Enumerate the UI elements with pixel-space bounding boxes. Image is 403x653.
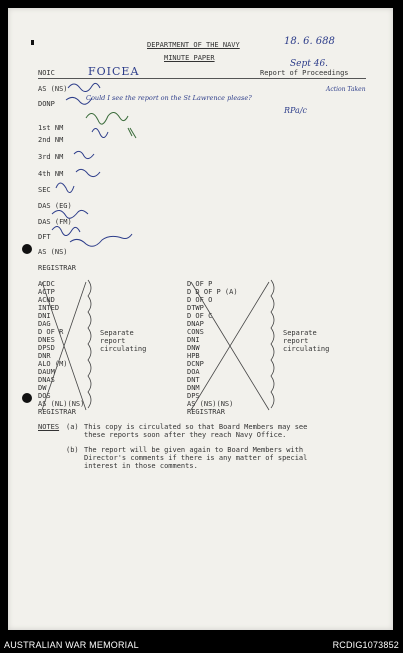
routing-item: DONP <box>38 100 55 108</box>
separate-label: circulating <box>283 345 330 353</box>
handwritten-note: Could I see the report on the St Lawrence please? <box>86 94 252 102</box>
list-item: D OF O <box>187 296 213 304</box>
list-item: DPSD <box>38 344 55 352</box>
list-item: D OF C <box>187 312 213 320</box>
note-a-line: these reports soon after they reach Navy Office. <box>84 431 287 439</box>
initial-scribble-as2 <box>70 234 132 246</box>
initial-scribble-3rd <box>74 151 94 158</box>
initial-scribble-sec <box>56 183 74 193</box>
initial-scribble-donp <box>66 97 92 104</box>
list-item: AS (NS)(NS) <box>187 400 234 408</box>
note-b-marker: (b) <box>66 446 79 454</box>
routing-item: SEC <box>38 186 51 194</box>
separate-label: report <box>100 337 126 345</box>
list-item: DNI <box>187 336 200 344</box>
routing-item: DFT <box>38 233 51 241</box>
initial-scribble-dft <box>52 226 80 235</box>
minute-paper-heading: MINUTE PAPER <box>164 54 215 62</box>
routing-item: DAS (FM) <box>38 218 72 226</box>
list-item: D D OF P (A) <box>187 288 238 296</box>
routing-item: 4th NM <box>38 170 64 178</box>
footer-source: AUSTRALIAN WAR MEMORIAL <box>4 640 139 650</box>
note-a-marker: (a) <box>66 423 79 431</box>
punch-hole <box>22 393 32 403</box>
list-item: DNAP <box>187 320 204 328</box>
list-item: DPS <box>187 392 200 400</box>
staple-mark <box>31 40 34 45</box>
report-label: Report of Proceedings <box>260 69 349 77</box>
list-item: DNES <box>38 336 55 344</box>
routing-item: 3rd NM <box>38 153 64 161</box>
separate-label: report <box>283 337 309 345</box>
right-cross-bracket <box>185 278 285 418</box>
routing-item: DAS (EG) <box>38 202 72 210</box>
list-item: CONS <box>187 328 204 336</box>
separate-label: Separate <box>283 329 317 337</box>
list-item: D OF P <box>187 280 213 288</box>
list-item: ACTP <box>38 288 55 296</box>
list-item: DTWP <box>187 304 204 312</box>
handwritten-foicea: FOICEA <box>88 65 140 78</box>
note-b-line: interest in those comments. <box>84 462 198 470</box>
routing-item: 2nd NM <box>38 136 64 144</box>
separate-label: Separate <box>100 329 134 337</box>
initial-scribble-as <box>68 83 100 91</box>
list-item: DNW <box>187 344 200 352</box>
notes-label: NOTES <box>38 423 60 431</box>
initial-scribble-2nd-b <box>128 128 136 138</box>
left-cross-bracket <box>36 278 106 418</box>
note-b-line: Director's comments if there is any matter of special <box>84 454 308 462</box>
footer-id: RCDIG1073852 <box>332 640 399 650</box>
list-item: DCNP <box>187 360 204 368</box>
list-item: DNI <box>38 312 51 320</box>
list-item: ACDC <box>38 280 55 288</box>
list-item: HPB <box>187 352 200 360</box>
noic-label: NOIC <box>38 69 55 77</box>
list-item: DAG <box>38 320 51 328</box>
handwritten-date: 18. 6. 688 <box>284 36 335 47</box>
routing-item: AS (NS) <box>38 248 68 256</box>
handwritten-sept: Sept 46. <box>290 59 329 69</box>
punch-hole <box>22 244 32 254</box>
department-heading: DEPARTMENT OF THE NAVY <box>147 41 240 49</box>
list-item: DOA <box>187 368 200 376</box>
list-item: REGISTRAR <box>38 408 76 416</box>
list-item: DOS <box>38 392 51 400</box>
minute-paper <box>8 8 393 630</box>
list-item: ALO (M) <box>38 360 68 368</box>
list-item: DAUM <box>38 368 55 376</box>
handwritten-initials: RPa/c <box>284 106 307 115</box>
list-item: REGISTRAR <box>187 408 225 416</box>
routing-item: REGISTRAR <box>38 264 76 272</box>
list-item: ACND <box>38 296 55 304</box>
list-item: AS (NL)(NS) <box>38 400 85 408</box>
routing-item: 1st NM <box>38 124 64 132</box>
list-item: DNAS <box>38 376 55 384</box>
list-item: D OF R <box>38 328 64 336</box>
initial-scribble-1st <box>86 112 128 124</box>
handwritten-action-taken: Action Taken <box>326 86 366 93</box>
note-b-line: The report will be given again to Board Members with <box>84 446 304 454</box>
routing-item: AS (NS) <box>38 85 68 93</box>
separate-label: circulating <box>100 345 147 353</box>
note-a-line: This copy is circulated so that Board Members may see <box>84 423 308 431</box>
initial-scribble-2nd <box>92 128 108 137</box>
list-item: DW <box>38 384 47 392</box>
initial-scribble-4th <box>76 169 100 176</box>
list-item: DNT <box>187 376 200 384</box>
list-item: DNM <box>187 384 200 392</box>
list-item: INTED <box>38 304 60 312</box>
list-item: DNR <box>38 352 51 360</box>
